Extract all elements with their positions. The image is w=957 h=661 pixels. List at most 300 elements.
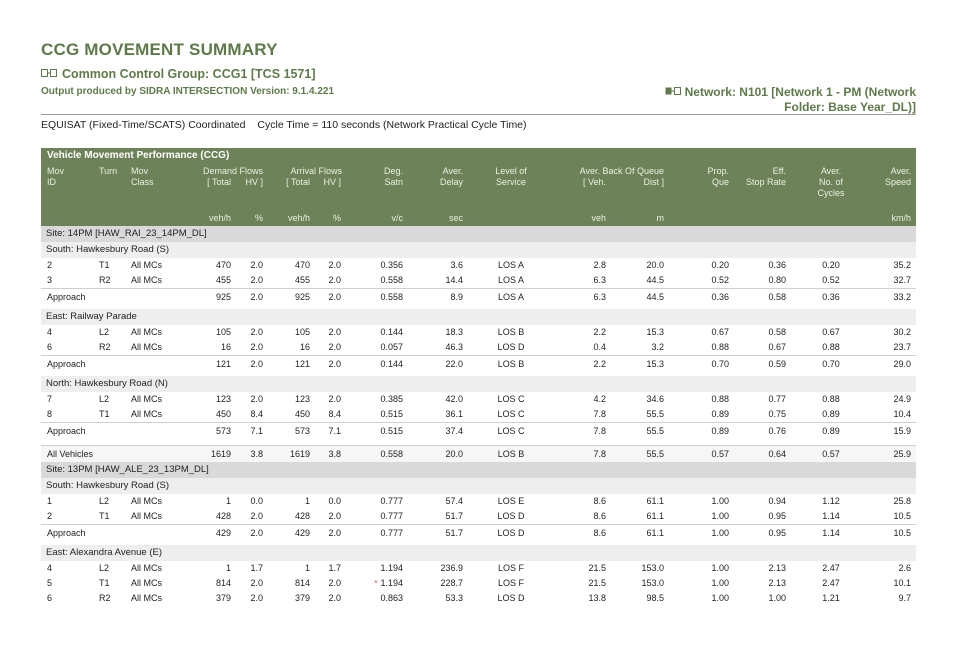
cell-pq: 0.70	[711, 359, 729, 369]
ccg-group-icon	[41, 66, 57, 80]
cell-spd: 30.2	[893, 327, 911, 337]
network-label-2: Folder: Base Year_DL)]	[784, 100, 916, 114]
cell-dos: 1.194	[380, 563, 403, 573]
cell-id: 6	[47, 593, 53, 603]
cell-cls: All MCs	[131, 260, 162, 270]
cell-dos: 0.558	[380, 449, 403, 459]
cell-turn: L2	[99, 563, 110, 573]
cell-dos-value: 1.194	[380, 578, 403, 588]
cell-spd: 33.2	[893, 292, 911, 302]
ccg-line	[41, 66, 315, 81]
cell-dos: 0.144	[380, 359, 403, 369]
cell-pq: 0.20	[711, 260, 729, 270]
cell-cyc: 1.21	[822, 593, 840, 603]
cell-los: LOS D	[497, 593, 525, 603]
cell-delay: 236.9	[440, 563, 463, 573]
cell-ahv: 3.8	[328, 449, 341, 459]
table-row	[41, 494, 916, 509]
unit-arrival-hv: %	[332, 213, 341, 223]
cell-los: LOS D	[497, 511, 525, 521]
cell-cyc: 0.67	[822, 327, 840, 337]
cell-esr: 0.77	[768, 394, 786, 404]
cell-dt: 470	[215, 260, 231, 270]
cell-qv: 7.8	[593, 426, 606, 436]
cell-qv: 21.5	[588, 578, 606, 588]
approach-row	[41, 288, 916, 305]
cell-delay: 22.0	[445, 359, 463, 369]
col-los-1: Level of	[495, 166, 527, 176]
all-vehicles-row	[41, 445, 916, 462]
cell-ahv: 7.1	[328, 426, 341, 436]
unit-delay: sec	[448, 213, 463, 223]
cell-id: 7	[47, 394, 53, 404]
cell-qv: 7.8	[593, 409, 606, 419]
report-title: CCG MOVEMENT SUMMARY	[41, 40, 278, 59]
cell-id: Approach	[47, 528, 86, 538]
cell-spd: 10.5	[893, 511, 911, 521]
cell-dos: 0.777	[380, 528, 403, 538]
cell-at: 450	[294, 409, 310, 419]
approach-row	[41, 355, 916, 372]
cell-at: 121	[294, 359, 310, 369]
cell-cyc: 0.89	[822, 426, 840, 436]
col-arrival-hv: HV ]	[323, 177, 341, 187]
col-arrival-total: [ Total	[286, 177, 310, 187]
cell-id: 2	[47, 511, 53, 521]
col-cyc-2: No. of	[818, 177, 843, 187]
cell-qd: 20.0	[646, 260, 664, 270]
cell-cyc: 0.89	[822, 409, 840, 419]
cell-at: 455	[294, 275, 310, 285]
cell-dos: 0.777	[380, 511, 403, 521]
cell-id: 6	[47, 342, 53, 352]
approach-header: North: Hawkesbury Road (N)	[41, 376, 916, 392]
cell-spd: 29.0	[893, 359, 911, 369]
cell-cls: All MCs	[131, 409, 162, 419]
cell-delay: 228.7	[440, 578, 463, 588]
cell-esr: 0.36	[768, 260, 786, 270]
cell-dhv: 2.0	[250, 292, 263, 302]
cell-ahv: 8.4	[328, 409, 341, 419]
col-deg-2: Satn	[384, 177, 403, 187]
cell-qd: 15.3	[646, 327, 664, 337]
cell-esr: 0.76	[768, 426, 786, 436]
cell-cls: All MCs	[131, 578, 162, 588]
cell-qv: 8.6	[593, 511, 606, 521]
col-prop-1: Prop.	[707, 166, 729, 176]
cell-los: LOS B	[497, 359, 525, 369]
cell-dt: 814	[215, 578, 231, 588]
cell-qv: 13.8	[588, 593, 606, 603]
cell-esr: 0.94	[768, 496, 786, 506]
cell-cyc: 1.14	[822, 511, 840, 521]
cell-dhv: 2.0	[250, 528, 263, 538]
cell-esr: 0.80	[768, 275, 786, 285]
cell-spd: 24.9	[893, 394, 911, 404]
cell-los: LOS C	[497, 426, 525, 436]
cell-id: 5	[47, 578, 53, 588]
cell-delay: 8.9	[450, 292, 463, 302]
cell-turn: R2	[99, 342, 111, 352]
cell-qv: 21.5	[588, 563, 606, 573]
cell-dt: 450	[215, 409, 231, 419]
cell-los: LOS B	[497, 449, 525, 459]
cell-qd: 61.1	[646, 511, 664, 521]
cell-dhv: 2.0	[250, 578, 263, 588]
col-demand-total: [ Total	[207, 177, 231, 187]
cell-esr: 2.13	[768, 563, 786, 573]
approach-header: East: Railway Parade	[41, 309, 916, 325]
col-deg-1: Deg.	[383, 166, 403, 176]
cell-at: 379	[294, 593, 310, 603]
cell-ahv: 2.0	[328, 260, 341, 270]
unit-queue-dist: m	[656, 213, 664, 223]
cell-qd: 15.3	[646, 359, 664, 369]
cell-los: LOS A	[497, 260, 524, 270]
cell-los: LOS E	[497, 496, 525, 506]
cell-dos: 0.863	[380, 593, 403, 603]
cell-ahv: 1.7	[328, 563, 341, 573]
cell-spd: 10.5	[893, 528, 911, 538]
cell-esr: 1.00	[768, 593, 786, 603]
approach-header: South: Hawkesbury Road (S)	[41, 478, 916, 494]
unit-demand-hv: %	[254, 213, 263, 223]
cell-ahv: 2.0	[328, 578, 341, 588]
col-queue-dist: Dist ]	[643, 177, 664, 187]
cell-at: 123	[294, 394, 310, 404]
col-class-1: Mov	[131, 166, 149, 176]
cell-esr: 0.95	[768, 528, 786, 538]
table-row	[41, 392, 916, 407]
approach-row	[41, 524, 916, 541]
cell-ahv: 2.0	[328, 359, 341, 369]
cell-turn: T1	[99, 578, 110, 588]
equisat-text: EQUISAT (Fixed-Time/SCATS) Coordinated	[41, 119, 246, 131]
cell-delay: 36.1	[445, 409, 463, 419]
cell-los: LOS C	[497, 409, 525, 419]
cell-pq: 0.88	[711, 342, 729, 352]
cell-los: LOS B	[497, 327, 525, 337]
cell-id: 2	[47, 260, 53, 270]
cell-esr: 0.58	[768, 327, 786, 337]
cell-dt: 428	[215, 511, 231, 521]
cell-los: LOS D	[497, 528, 525, 538]
cell-qd: 3.2	[651, 342, 664, 352]
cell-dos: 0.515	[380, 409, 403, 419]
col-eff-2: Stop Rate	[745, 177, 786, 187]
cell-turn: L2	[99, 327, 110, 337]
cell-dt: 123	[215, 394, 231, 404]
cell-los: LOS D	[497, 342, 525, 352]
table-row	[41, 407, 916, 422]
cell-id: 1	[47, 496, 53, 506]
cell-at: 429	[294, 528, 310, 538]
unit-demand-total: veh/h	[208, 213, 231, 223]
cell-los: LOS F	[497, 578, 524, 588]
cell-esr: 0.59	[768, 359, 786, 369]
cell-pq: 1.00	[711, 563, 729, 573]
cell-dos: 0.144	[380, 327, 403, 337]
cell-cls: All MCs	[131, 275, 162, 285]
cell-ahv: 2.0	[328, 342, 341, 352]
cell-cyc: 0.36	[822, 292, 840, 302]
cell-id: Approach	[47, 426, 86, 436]
approach-header: East: Alexandra Avenue (E)	[41, 545, 916, 561]
cell-ahv: 2.0	[328, 528, 341, 538]
cell-ahv: 0.0	[328, 496, 341, 506]
cell-qd: 44.5	[646, 275, 664, 285]
cell-dhv: 8.4	[250, 409, 263, 419]
cell-cls: All MCs	[131, 593, 162, 603]
header-divider	[41, 114, 916, 115]
cell-spd: 25.8	[893, 496, 911, 506]
table-title: Vehicle Movement Performance (CCG)	[41, 148, 916, 164]
cell-pq: 0.52	[711, 275, 729, 285]
cell-cls: All MCs	[131, 394, 162, 404]
cell-spd: 15.9	[893, 426, 911, 436]
col-turn: Turn	[99, 166, 118, 176]
movement-performance-table	[41, 148, 916, 606]
cell-qv: 8.6	[593, 496, 606, 506]
cell-id: Approach	[47, 292, 86, 302]
cell-spd: 2.6	[898, 563, 911, 573]
cell-id: 8	[47, 409, 53, 419]
cell-turn: T1	[99, 409, 110, 419]
cell-delay: 53.3	[445, 593, 463, 603]
cell-dos: 0.515	[380, 426, 403, 436]
cell-qv: 0.4	[593, 342, 606, 352]
cell-pq: 1.00	[711, 511, 729, 521]
col-los-2: Service	[495, 177, 526, 187]
cell-dt: 105	[215, 327, 231, 337]
cell-cyc: 0.70	[822, 359, 840, 369]
cell-qv: 2.2	[593, 359, 606, 369]
cell-cls: All MCs	[131, 327, 162, 337]
cell-qd: 34.6	[646, 394, 664, 404]
cell-qd: 153.0	[641, 578, 664, 588]
cell-turn: R2	[99, 593, 111, 603]
col-class-2: Class	[131, 177, 154, 187]
cell-dhv: 1.7	[250, 563, 263, 573]
cell-dhv: 7.1	[250, 426, 263, 436]
col-spd-2: Speed	[884, 177, 911, 187]
cell-qv: 6.3	[593, 275, 606, 285]
cell-at: 105	[294, 327, 310, 337]
cell-dhv: 2.0	[250, 327, 263, 337]
col-queue: Aver. Back Of Queue	[579, 166, 664, 176]
table-row	[41, 340, 916, 355]
cell-spd: 10.1	[893, 578, 911, 588]
table-row	[41, 509, 916, 524]
network-line	[616, 84, 916, 115]
cell-los: LOS A	[497, 292, 524, 302]
cell-delay: 37.4	[445, 426, 463, 436]
cell-dos: 0.558	[380, 292, 403, 302]
cell-ahv: 2.0	[328, 292, 341, 302]
cell-pq: 0.36	[711, 292, 729, 302]
cell-pq: 1.00	[711, 528, 729, 538]
cell-cyc: 0.88	[822, 394, 840, 404]
cell-delay: 42.0	[445, 394, 463, 404]
cell-qd: 61.1	[646, 528, 664, 538]
cell-esr: 0.67	[768, 342, 786, 352]
site-header: Site: 14PM [HAW_RAI_23_14PM_DL]	[41, 226, 916, 242]
cell-los: LOS F	[497, 563, 524, 573]
network-icon	[665, 84, 681, 99]
col-mov: Mov	[47, 166, 65, 176]
cell-dt: 925	[215, 292, 231, 302]
col-demand: Demand Flows	[202, 166, 263, 176]
cell-dos: 0.385	[380, 394, 403, 404]
cell-dhv: 2.0	[250, 342, 263, 352]
cell-ahv: 2.0	[328, 275, 341, 285]
cell-pq: 0.88	[711, 394, 729, 404]
cell-turn: L2	[99, 496, 110, 506]
cell-dos: 0.057	[380, 342, 403, 352]
cell-at: 1	[304, 563, 310, 573]
cell-ahv: 2.0	[328, 511, 341, 521]
unit-queue-veh: veh	[591, 213, 606, 223]
cell-dhv: 0.0	[250, 496, 263, 506]
approach-row	[41, 422, 916, 439]
cell-delay: 57.4	[445, 496, 463, 506]
cell-pq: 0.89	[711, 426, 729, 436]
table-body	[41, 226, 916, 606]
cell-los: LOS C	[497, 394, 525, 404]
cell-at: 925	[294, 292, 310, 302]
cell-cyc: 2.47	[822, 578, 840, 588]
cell-dt: 429	[215, 528, 231, 538]
col-queue-veh: [ Veh.	[582, 177, 606, 187]
ccg-label: Common Control Group: CCG1 [TCS 1571]	[62, 67, 316, 81]
cell-id: 3	[47, 275, 53, 285]
cell-spd: 23.7	[893, 342, 911, 352]
cell-cyc: 0.52	[822, 275, 840, 285]
approach-header: South: Hawkesbury Road (S)	[41, 242, 916, 258]
cell-dhv: 2.0	[250, 275, 263, 285]
cell-at: 814	[294, 578, 310, 588]
cell-spd: 9.7	[898, 593, 911, 603]
cell-cls: All MCs	[131, 563, 162, 573]
cell-dhv: 2.0	[250, 394, 263, 404]
col-eff-1: Eff.	[772, 166, 786, 176]
site-header: Site: 13PM [HAW_ALE_23_13PM_DL]	[41, 462, 916, 478]
cell-delay: 46.3	[445, 342, 463, 352]
cell-id: Approach	[47, 359, 86, 369]
cell-ahv: 2.0	[328, 327, 341, 337]
unit-arrival-total: veh/h	[287, 213, 310, 223]
cell-cyc: 1.14	[822, 528, 840, 538]
col-prop-2: Que	[711, 177, 729, 187]
cell-at: 573	[294, 426, 310, 436]
cell-dt: 1	[225, 496, 231, 506]
table-row	[41, 258, 916, 273]
cell-dt: 379	[215, 593, 231, 603]
cell-dhv: 3.8	[250, 449, 263, 459]
table-row	[41, 591, 916, 606]
cell-esr: 0.75	[768, 409, 786, 419]
cell-delay: 3.6	[450, 260, 463, 270]
cell-at: 1619	[289, 449, 310, 459]
cell-turn: T1	[99, 260, 110, 270]
cell-qv: 6.3	[593, 292, 606, 302]
cell-dt: 1619	[210, 449, 231, 459]
cell-dhv: 2.0	[250, 511, 263, 521]
cell-cls: All MCs	[131, 342, 162, 352]
cell-qv: 8.6	[593, 528, 606, 538]
cell-dt: 1	[225, 563, 231, 573]
cell-qv: 4.2	[593, 394, 606, 404]
table-row	[41, 576, 916, 591]
cell-qd: 153.0	[641, 563, 664, 573]
cell-delay: 51.7	[445, 528, 463, 538]
cell-ahv: 2.0	[328, 593, 341, 603]
cell-at: 1	[304, 496, 310, 506]
cell-delay: 14.4	[445, 275, 463, 285]
cell-qd: 61.1	[646, 496, 664, 506]
cell-dos	[361, 576, 403, 591]
cell-esr: 0.58	[768, 292, 786, 302]
table-header	[41, 164, 916, 226]
cell-pq: 1.00	[711, 593, 729, 603]
cell-dhv: 2.0	[250, 593, 263, 603]
col-spd-1: Aver.	[890, 166, 911, 176]
cell-cyc: 0.88	[822, 342, 840, 352]
cell-cls: All MCs	[131, 496, 162, 506]
cell-dt: 455	[215, 275, 231, 285]
cell-qd: 55.5	[646, 426, 664, 436]
cell-spd: 35.2	[893, 260, 911, 270]
col-arrival: Arrival Flows	[290, 166, 342, 176]
cell-esr: 0.64	[768, 449, 786, 459]
col-demand-hv: HV ]	[245, 177, 263, 187]
critical-movement-marker: *	[374, 579, 378, 588]
cell-qd: 55.5	[646, 409, 664, 419]
col-delay-2: Delay	[439, 177, 463, 187]
cell-cls: All MCs	[131, 511, 162, 521]
col-cyc-3: Cycles	[817, 188, 845, 198]
cell-dt: 16	[220, 342, 231, 352]
table-row	[41, 561, 916, 576]
cell-dos: 0.356	[380, 260, 403, 270]
cell-delay: 20.0	[445, 449, 463, 459]
cell-qv: 7.8	[593, 449, 606, 459]
cell-qd: 44.5	[646, 292, 664, 302]
unit-speed: km/h	[891, 213, 911, 223]
cell-dos: 0.558	[380, 275, 403, 285]
cell-qv: 2.2	[593, 327, 606, 337]
cell-id: 4	[47, 327, 53, 337]
cell-pq: 0.57	[711, 449, 729, 459]
cell-pq: 1.00	[711, 496, 729, 506]
network-label-1: Network: N101 [Network 1 - PM (Network	[684, 85, 916, 99]
cell-turn: L2	[99, 394, 110, 404]
cell-qv: 2.8	[593, 260, 606, 270]
cell-spd: 32.7	[893, 275, 911, 285]
cell-pq: 1.00	[711, 578, 729, 588]
cell-spd: 10.4	[893, 409, 911, 419]
cell-dt: 121	[215, 359, 231, 369]
cell-turn: T1	[99, 511, 110, 521]
cell-dt: 573	[215, 426, 231, 436]
cell-ahv: 2.0	[328, 394, 341, 404]
cell-qd: 55.5	[646, 449, 664, 459]
cell-dhv: 2.0	[250, 359, 263, 369]
cell-dhv: 2.0	[250, 260, 263, 270]
cell-turn: R2	[99, 275, 111, 285]
cell-dos: 0.777	[380, 496, 403, 506]
col-cyc-1: Aver.	[820, 166, 842, 176]
